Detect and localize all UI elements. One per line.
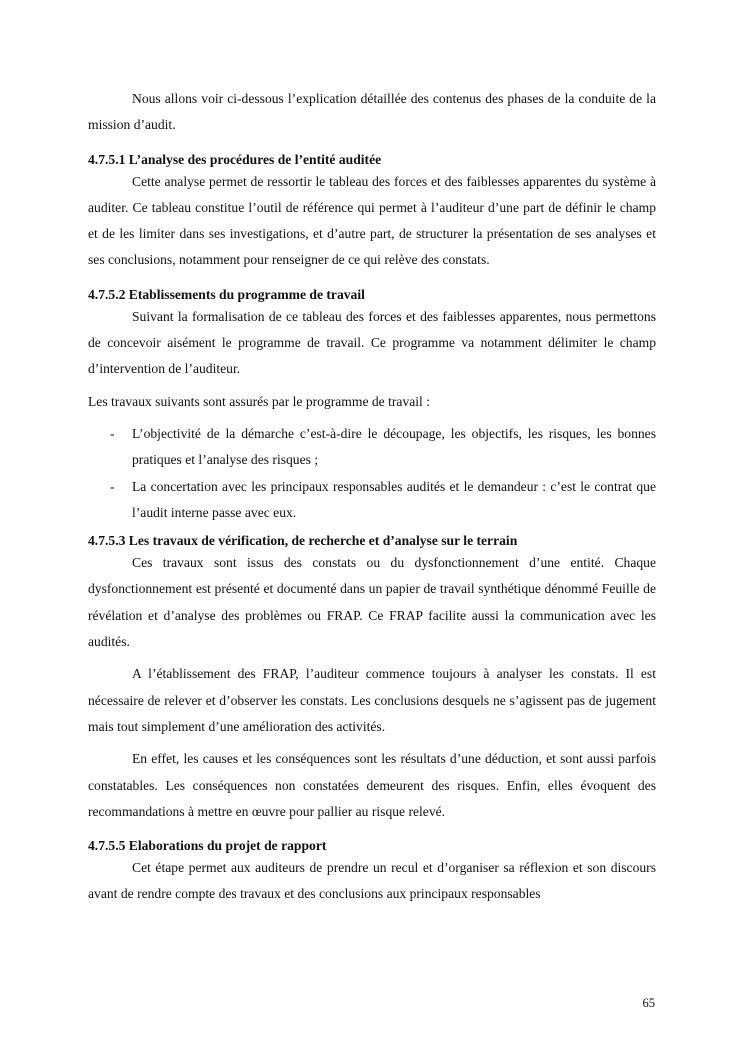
section-paragraph: A l’établissement des FRAP, l’auditeur commence toujours à analyser les constats. Il est nécessaire de relever et d’observer les constats. Les conclusions desquels ne s’agissent pas de jugement mais tout simplement d’une amélioration des activités. [88, 666, 656, 734]
list-item-text: La concertation avec les principaux responsables audités et le demandeur : c’est le contrat que l’audit interne passe avec eux. [132, 478, 656, 520]
list-item [88, 421, 656, 474]
section-heading-4-7-5-1: 4.7.5.1 L’analyse des procédures de l’entité auditée [88, 151, 382, 167]
section-heading-4-7-5-5: 4.7.5.5 Elaborations du projet de rapport [88, 838, 327, 854]
section-paragraph: Ces travaux sont issus des constats ou du dysfonctionnement d’une entité. Chaque dysfonctionnement est présenté et documenté dans un papier de travail synthétique dénommé Feuille de révélation et d’analyse des problèmes ou FRAP. Ce FRAP facilite aussi la communication avec les audités. [88, 555, 656, 650]
bullet-list [88, 421, 656, 526]
bullet-marker: - [110, 478, 115, 494]
section-paragraph: Cet étape permet aux auditeurs de prendre un recul et d’organiser sa réflexion et son discours avant de rendre compte des travaux et des conclusions aux principaux responsables [88, 860, 656, 902]
section-paragraph: En effet, les causes et les conséquences sont les résultats d’une déduction, et sont aussi parfois constatables. Les conséquences non constatées demeurent des risques. Enfin, elles évoquent des recommandations à mettre en œuvre pour pallier au risque relevé. [88, 751, 656, 819]
list-item-text: L’objectivité de la démarche c’est-à-dire le découpage, les objectifs, les risques, les bonnes pratiques et l’analyse des risques ; [132, 425, 656, 468]
list-intro-paragraph: Les travaux suivants sont assurés par le programme de travail : [88, 393, 431, 409]
page-number: 65 [642, 996, 655, 1010]
section-heading-4-7-5-2: 4.7.5.2 Etablissements du programme de travail [88, 286, 365, 302]
intro-paragraph: Nous allons voir ci-dessous l’explication détaillée des contenus des phases de la conduite de la mission d’audit. [88, 91, 656, 133]
section-heading-4-7-5-3: 4.7.5.3 Les travaux de vérification, de recherche et d’analyse sur le terrain [88, 533, 518, 549]
bullet-marker: - [110, 425, 115, 441]
list-item [88, 474, 656, 527]
document-page [88, 86, 656, 908]
section-paragraph: Suivant la formalisation de ce tableau des forces et des faiblesses apparentes, nous permettons de concevoir aisément le programme de travail. Ce programme va notamment délimiter le champ d’intervention de l’auditeur. [88, 308, 656, 377]
section-paragraph: Cette analyse permet de ressortir le tableau des forces et des faiblesses apparentes du système à auditer. Ce tableau constitue l’outil de référence qui permet à l’auditeur d’une part de définir le champ et de les limiter dans ses investigations, et d’autre part, de structurer la présentation de ses analyses et ses conclusions, notamment pour renseigner de ce qui relève des constats. [88, 173, 656, 268]
